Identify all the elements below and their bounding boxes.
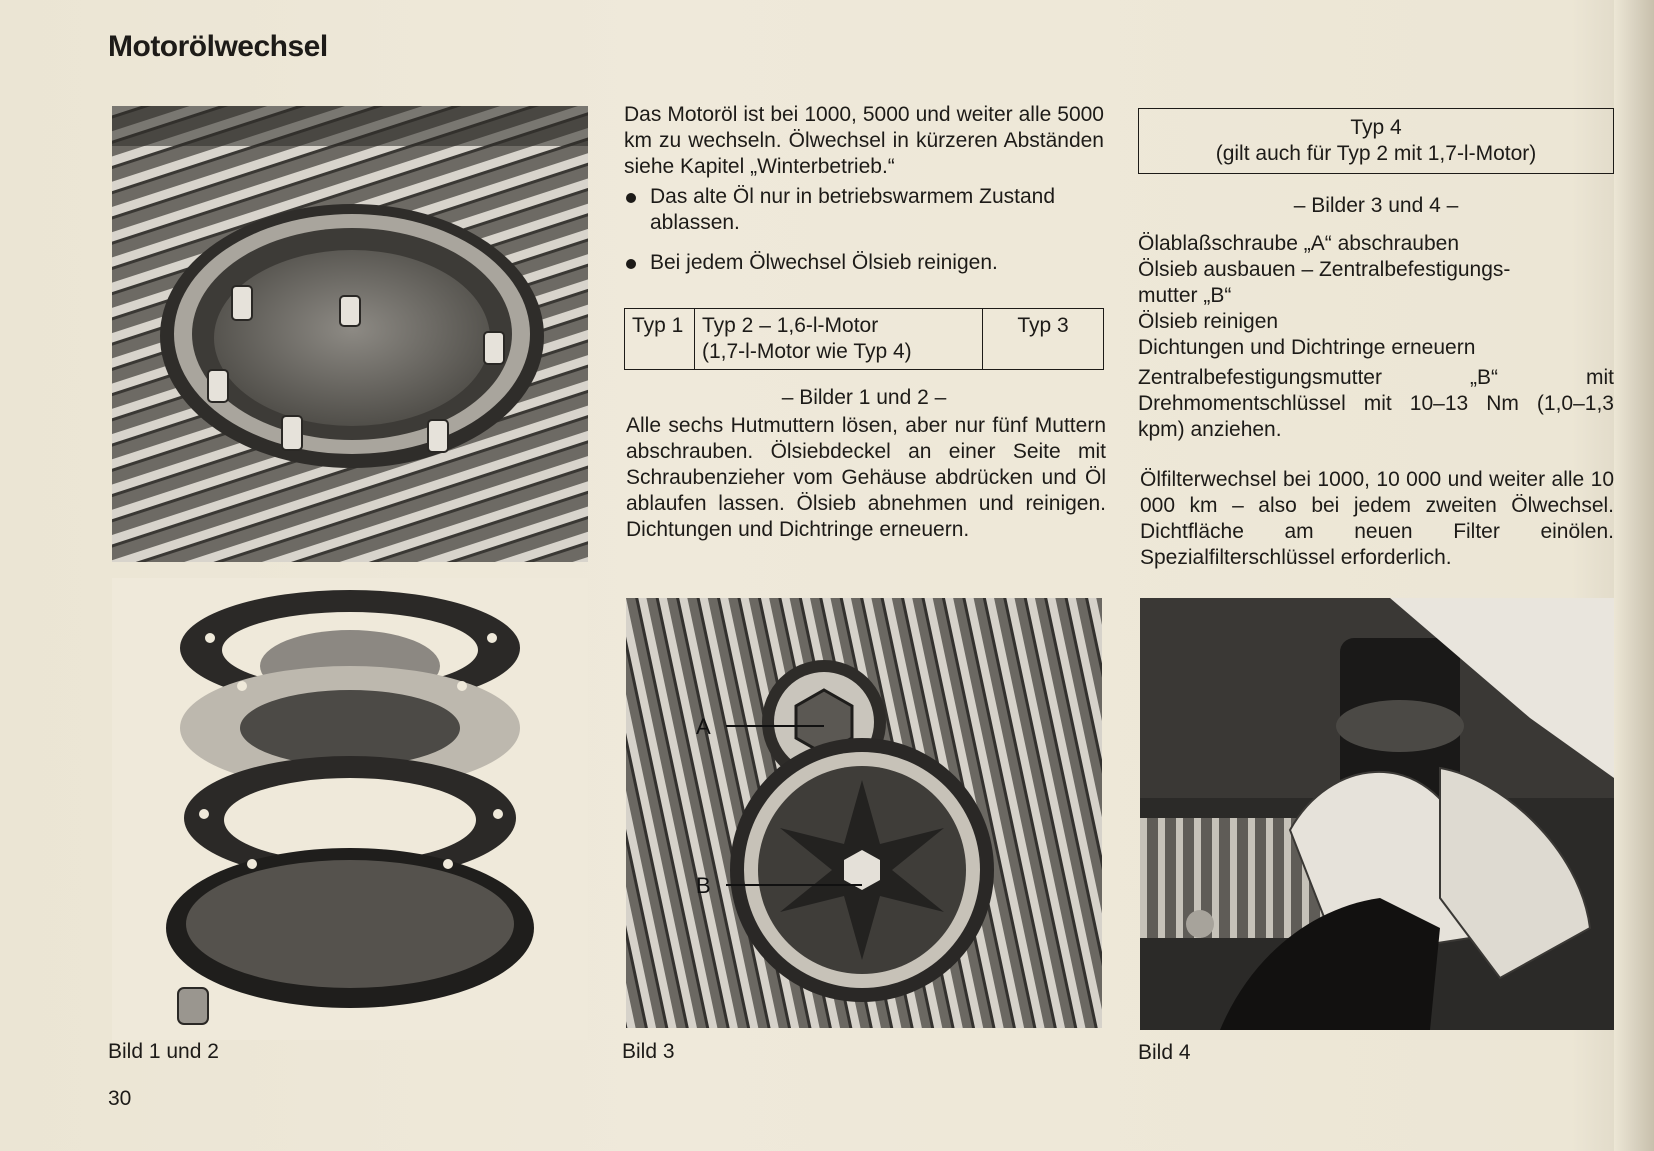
table-cell-typ2 — [695, 309, 983, 370]
page-spine-shadow — [1614, 0, 1654, 1151]
step-item: Ölsieb ausbauen – Zentralbefestigungs-mutter „B“ — [1138, 258, 1511, 307]
photo-oil-filter — [1140, 598, 1614, 1030]
caption-bild-1-2: Bild 1 und 2 — [108, 1040, 219, 1063]
label-a: A — [696, 714, 711, 739]
step-item: Ölablaßschraube „A“ abschrauben — [1138, 232, 1460, 255]
torque-paragraph: Zentralbefestigungsmutter „B“ mit Drehmomentschlüssel mit 10–13 Nm (1,0–1,3 kpm) anziehen. — [1138, 366, 1614, 441]
bilder12-paragraph: Alle sechs Hutmuttern lösen, aber nur fünf Muttern abschrauben. Ölsiebdeckel an einer Seite mit Schraubenzieher vom Gehäuse abdrücken und Öl ablaufen lassen. Ölsieb abnehmen und reinigen. Dichtungen und Dichtringe erneuern. — [626, 414, 1106, 541]
page-number: 30 — [108, 1087, 132, 1110]
caption-bild-4: Bild 4 — [1138, 1041, 1191, 1064]
table-cell-typ1: Typ 1 — [625, 309, 695, 370]
table-typ2-line2: (1,7-l-Motor wie Typ 4) — [702, 340, 912, 363]
bullet-item: Das alte Öl nur in betriebswarmem Zustand ablassen. — [624, 184, 1104, 236]
label-b: B — [696, 873, 711, 898]
step-item: Dichtungen und Dichtringe erneuern — [1138, 336, 1476, 359]
steps-list — [1138, 231, 1578, 361]
table-typ2-line1: Typ 2 – 1,6-l-Motor — [702, 314, 879, 337]
filter-paragraph: Ölfilterwechsel bei 1000, 10 000 und weiter alle 10 000 km – also bei jedem zweiten Ölwechsel. Dichtfläche am neuen Filter einölen. Spezialfilterschlüssel erforderlich. — [1140, 468, 1614, 569]
bilder34-heading: – Bilder 3 und 4 – — [1293, 194, 1459, 217]
table-cell-typ3: Typ 3 — [983, 309, 1104, 370]
instruction-bullets — [624, 184, 1104, 288]
step-item: Ölsieb reinigen — [1138, 310, 1279, 333]
photo-strainer-parts — [112, 578, 588, 1040]
bilder12-heading: – Bilder 1 und 2 – — [781, 386, 947, 409]
engine-type-table — [624, 308, 1104, 370]
typ4-box-line1: Typ 4 — [1350, 116, 1402, 139]
photo-drain-plug — [626, 598, 1102, 1028]
bullet-item: Bei jedem Ölwechsel Ölsieb reinigen. — [624, 250, 1104, 276]
intro-paragraph: Das Motoröl ist bei 1000, 5000 und weiter alle 5000 km zu wechseln. Ölwechsel in kürzeren Abständen siehe Kapitel „Winterbetrieb.“ — [624, 103, 1104, 178]
typ4-box — [1138, 108, 1614, 174]
page-title: Motorölwechsel — [108, 30, 328, 63]
caption-bild-3: Bild 3 — [622, 1040, 675, 1063]
photo-oil-pan-cover — [112, 106, 588, 562]
typ4-box-line2: (gilt auch für Typ 2 mit 1,7-l-Motor) — [1215, 142, 1537, 165]
